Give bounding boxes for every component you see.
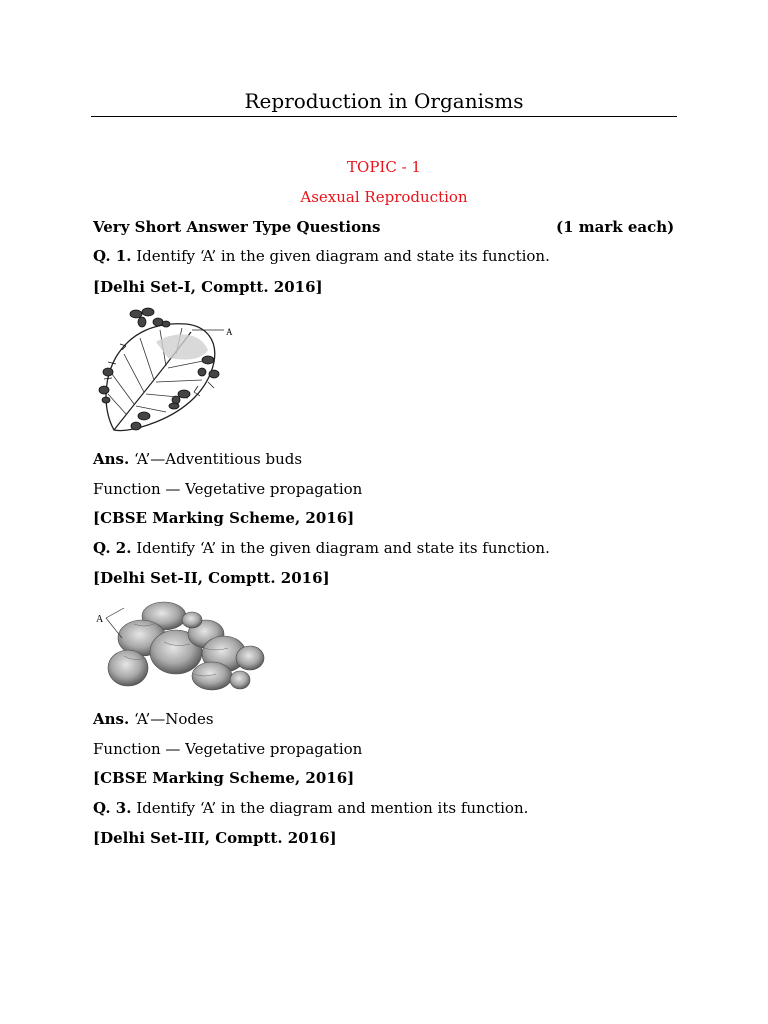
subtopic-heading: Asexual Reproduction (300, 188, 468, 206)
question-3 (93, 798, 528, 818)
ginger-rhizome-figure (94, 594, 274, 700)
question-1-text: Identify ‘A’ in the given diagram and state its function. (136, 247, 550, 265)
answer-1 (93, 449, 302, 469)
question-1-label: Q. 1. (93, 247, 132, 265)
answer-2-label: Ans. (93, 710, 130, 728)
question-1-source: [Delhi Set-I, Comptt. 2016] (93, 278, 323, 296)
section-marks: (1 mark each) (556, 218, 675, 236)
answer-2-scheme: [CBSE Marking Scheme, 2016] (93, 769, 355, 787)
answer-1-function: Function — Vegetative propagation (93, 480, 363, 498)
answer-2 (93, 709, 214, 729)
figure-1-label-a: A (226, 327, 233, 337)
question-1 (93, 246, 550, 266)
answer-2-text: ‘A’—Nodes (134, 710, 214, 728)
answer-1-text: ‘A’—Adventitious buds (134, 450, 303, 468)
question-3-label: Q. 3. (93, 799, 132, 817)
answer-1-label: Ans. (93, 450, 130, 468)
question-2 (93, 538, 550, 558)
question-2-source: [Delhi Set-II, Comptt. 2016] (93, 569, 330, 587)
question-2-text: Identify ‘A’ in the given diagram and state its function. (136, 539, 550, 557)
answer-2-function: Function — Vegetative propagation (93, 740, 363, 758)
section-heading: Very Short Answer Type Questions (93, 218, 381, 236)
title-divider (91, 116, 677, 117)
bryophyllum-leaf-figure (96, 302, 246, 440)
question-2-label: Q. 2. (93, 539, 132, 557)
question-3-source: [Delhi Set-III, Comptt. 2016] (93, 829, 337, 847)
question-3-text: Identify ‘A’ in the diagram and mention its function. (136, 799, 529, 817)
answer-1-scheme: [CBSE Marking Scheme, 2016] (93, 509, 355, 527)
topic-heading: TOPIC - 1 (347, 158, 421, 176)
page-title: Reproduction in Organisms (244, 89, 524, 113)
figure-2-label-a: A (96, 614, 104, 625)
